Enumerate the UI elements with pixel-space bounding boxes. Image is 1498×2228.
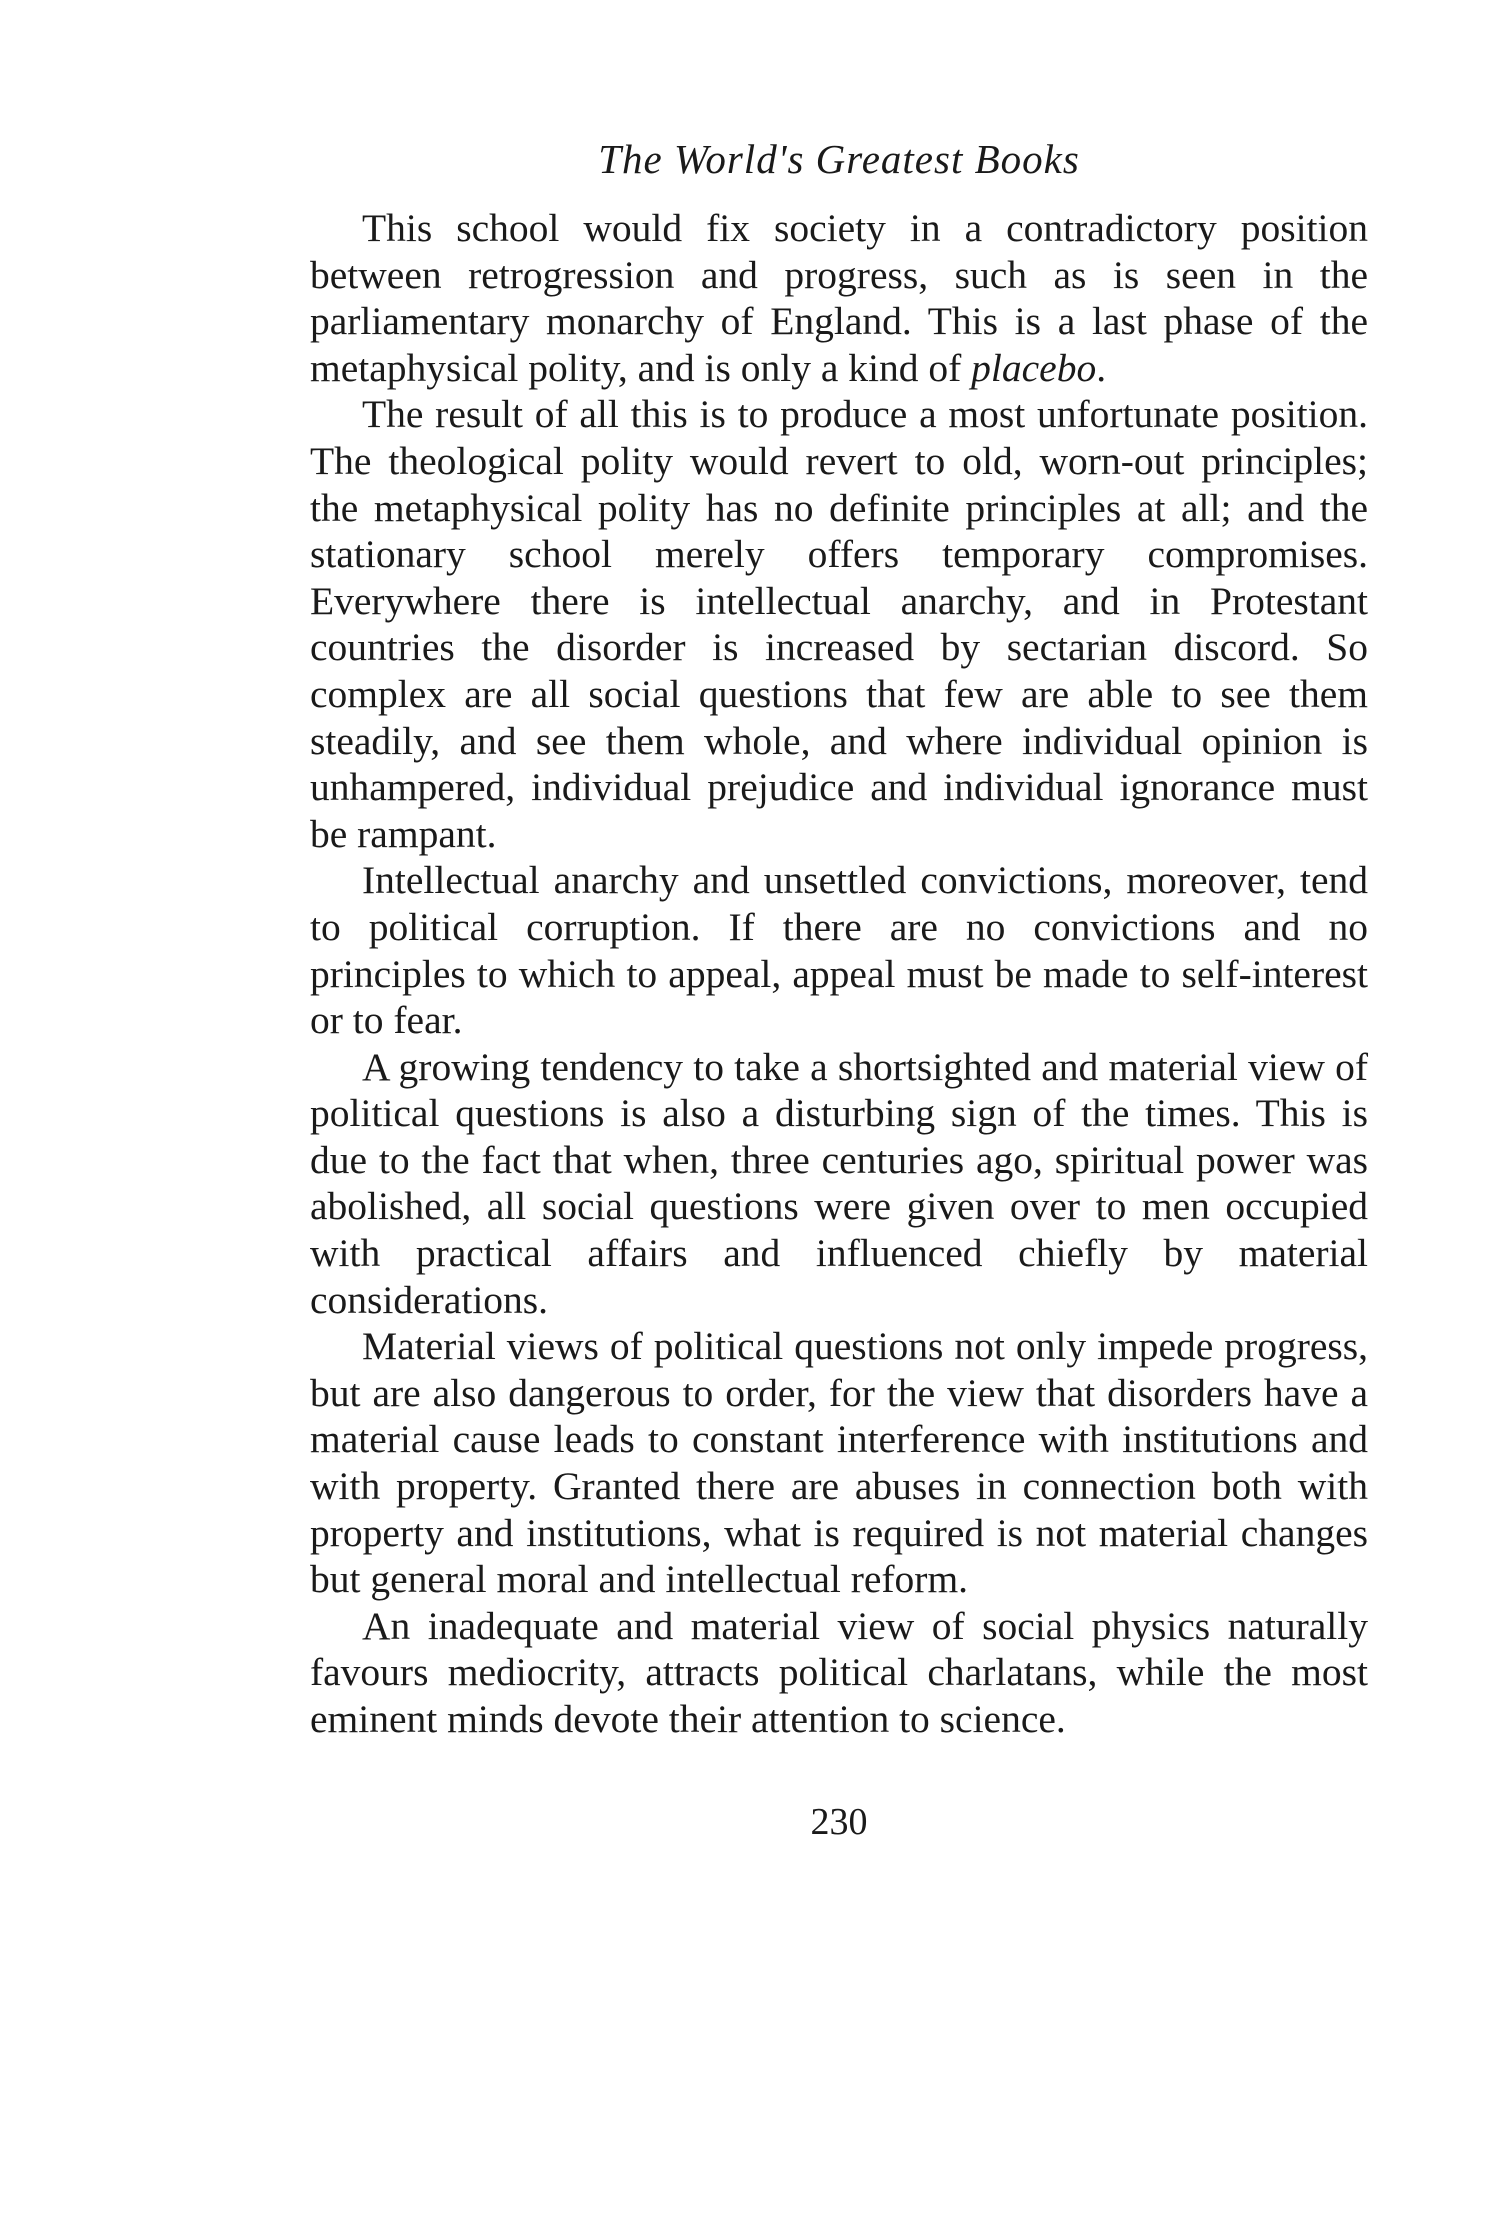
italic-word: placebo bbox=[971, 345, 1097, 390]
body-text bbox=[310, 205, 1368, 1743]
paragraph: An inadequate and material view of social physics naturally favours mediocrity, attracts political charlatans, while the most eminent minds devote their attention to science. bbox=[310, 1603, 1368, 1741]
paragraph-tail: . bbox=[1096, 345, 1107, 390]
paragraph: A growing tendency to take a shortsighted and material view of political questions is also a disturbing sign of the times. This is due to the fact that when, three centuries ago, spiritual power was abolished, all social questions were given over to men occupied with practical affairs and influenced chiefly by material considerations. bbox=[310, 1044, 1368, 1322]
paragraph: Material views of political questions not only impede progress, but are also dangerous to order, for the view that disorders have a material cause leads to constant interference with institutions and with property. Granted there are abuses in connection both with property and institutions, what is required is not material changes but general moral and intellectual reform. bbox=[310, 1324, 1368, 1602]
paragraph bbox=[310, 205, 1368, 391]
paragraph: Intellectual anarchy and unsettled convictions, moreover, tend to political corruption. If there are no convictions and no principles to which to appeal, appeal must be made to self-interest or to fear. bbox=[310, 858, 1368, 1043]
page-number: 230 bbox=[810, 1801, 868, 1843]
paragraph: The result of all this is to produce a most unfortunate position. The theological polity would revert to old, worn-out principles; the metaphysical polity has no definite principles at all; and the stationary school merely offers temporary compromises. Everywhere there is intellectual anarchy, and in Protestant countries the disorder is increased by sectarian discord. So complex are all social questions that few are able to see them steadily, and see them whole, and where individual opinion is unhampered, individual prejudice and individual ignorance must be rampant. bbox=[310, 392, 1368, 856]
running-head: The World's Greatest Books bbox=[598, 136, 1080, 182]
paragraph-text: This school would fix society in a contradictory position between retrogression and progress, such as is seen in the parliamentary monarchy of England. This is a last phase of the metaphysical polity, and is only a kind of bbox=[310, 206, 1368, 390]
